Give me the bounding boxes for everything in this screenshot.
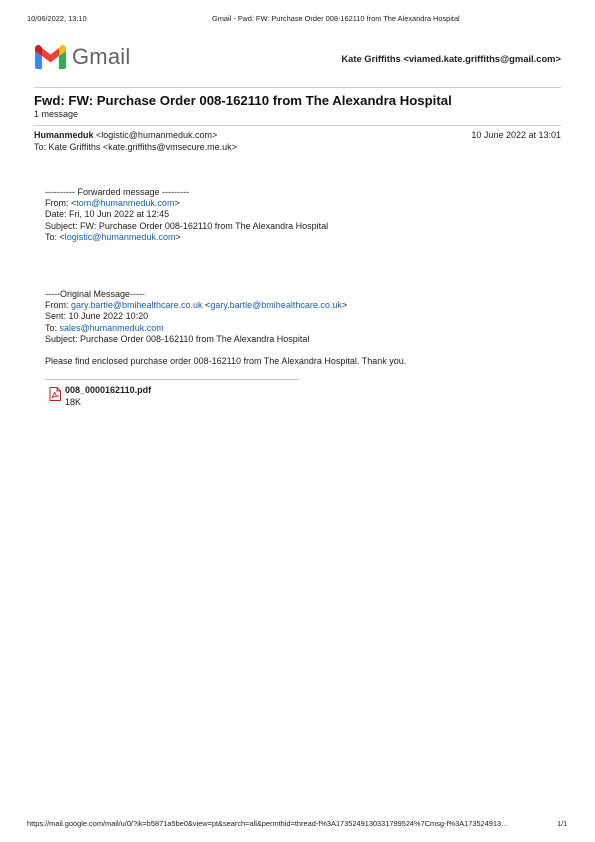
forwarded-block [45, 187, 328, 243]
attachment-divider [45, 379, 299, 380]
forward-from-link[interactable]: tom@humanmeduk.com [76, 198, 175, 209]
sender-email: <logistic@humanmeduk.com> [96, 130, 218, 140]
gmail-m-icon [35, 45, 66, 69]
recipient-line: To: Kate Griffiths <kate.griffiths@vmsecure.me.uk> [34, 142, 237, 152]
forward-separator: ---------- Forwarded message --------- [45, 187, 189, 197]
sender-name: Humanmeduk [34, 130, 94, 140]
forward-to: To: <logistic@humanmeduk.com> [45, 231, 181, 242]
original-to: To: sales@humanmeduk.com [45, 322, 164, 333]
message-count: 1 message [34, 109, 79, 119]
attachment-size: 18K [65, 397, 82, 407]
print-title: Gmail - Fwd: FW: Purchase Order 008-162110 from The Alexandra Hospital [212, 14, 460, 23]
original-to-link[interactable]: sales@humanmeduk.com [59, 322, 164, 333]
account-label: Kate Griffiths <viamed.kate.griffiths@gmail.com> [341, 53, 561, 64]
original-block [45, 289, 406, 367]
original-from: From: gary.bartle@bmihealthcare.co.uk <gary.bartle@bmihealthcare.co.uk> [45, 300, 348, 311]
print-datetime: 10/06/2022, 13:10 [27, 14, 87, 23]
original-subject: Subject: Purchase Order 008-162110 from The Alexandra Hospital [45, 333, 310, 344]
print-page-number: 1/1 [557, 819, 568, 828]
forward-to-link[interactable]: logistic@humanmeduk.com [64, 231, 176, 242]
original-separator: -----Original Message----- [45, 289, 146, 299]
forward-subject: Subject: FW: Purchase Order 008-162110 from The Alexandra Hospital [45, 220, 329, 231]
forward-from: From: <tom@humanmeduk.com> [45, 198, 180, 209]
forward-date: Date: Fri, 10 Jun 2022 at 12:45 [45, 209, 170, 220]
message-date: 10 June 2022 at 13:01 [471, 130, 561, 140]
original-sent: Sent: 10 June 2022 10:20 [45, 311, 149, 322]
original-from-link-1[interactable]: gary.bartle@bmihealthcare.co.uk [71, 300, 203, 311]
thread-subject: Fwd: FW: Purchase Order 008-162110 from The Alexandra Hospital [34, 93, 452, 108]
header-divider [34, 87, 561, 88]
print-url: https://mail.google.com/mail/u/0/?ik=b5871a5be0&view=pt&search=all&permthid=thread-f%3A1735249130331799524%7Cmsg-f%3A173524913… [27, 819, 509, 828]
gmail-wordmark: Gmail [72, 44, 131, 69]
sender-line [34, 130, 217, 141]
subject-divider [34, 125, 561, 126]
pdf-file-icon [49, 387, 61, 401]
original-from-link-2[interactable]: gary.bartle@bmihealthcare.co.uk [210, 300, 342, 311]
attachment-filename[interactable]: 008_0000162110.pdf [65, 385, 152, 395]
original-body: Please find enclosed purchase order 008-162110 from The Alexandra Hospital. Thank you. [45, 356, 407, 367]
